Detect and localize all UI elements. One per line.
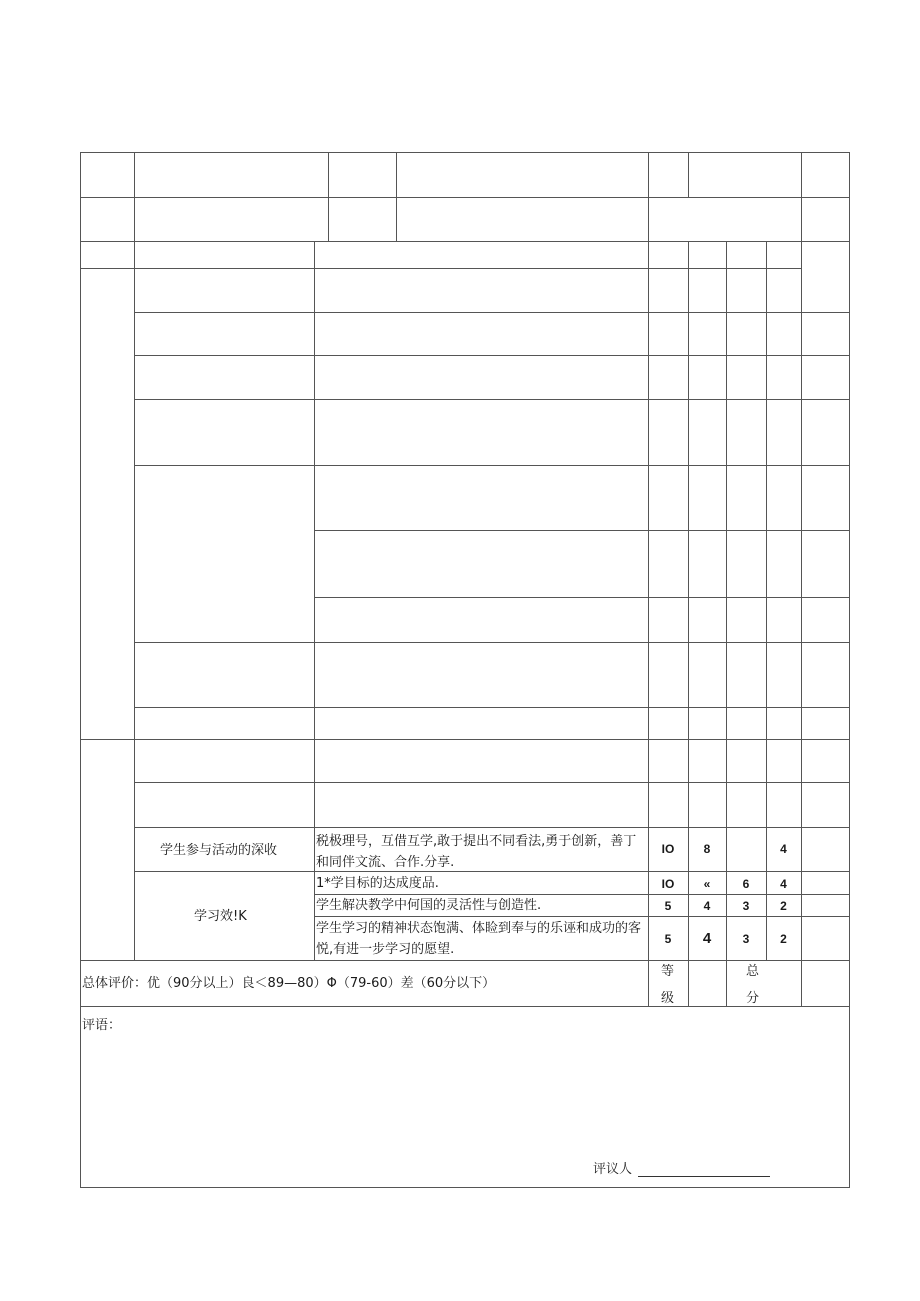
score-cell: 4 [703,899,711,913]
score-cell: 3 [742,931,750,946]
grade-label-bottom: 级 [661,991,675,1006]
score-cell: IO [661,877,675,891]
score-cell: 5 [664,931,672,946]
learning-effect-label: 学习效!K [194,909,247,924]
score-cell: 2 [780,931,787,946]
score-cell: 6 [742,877,750,891]
score-cell: 4 [780,877,787,891]
comments-label: 评语： [82,1018,122,1033]
total-label-top: 总 [746,964,760,979]
learning-effect-criteria-3: 学生学习的精神状态饱满、体睑到奉与的乐诬和成功的客悦,有进一步学习的愿望. [316,921,642,957]
score-cell: 4 [702,930,712,947]
score-cell: 3 [742,899,750,913]
reviewer-label: 评议人 [593,1162,633,1177]
score-cell [726,827,766,871]
score-cell: 2 [780,899,787,913]
score-cell: « [703,877,711,891]
overall-evaluation: 总体评价：优（90分以上）良＜89—80）Φ（79-60）差（60分以下） [82,976,496,991]
score-cell: 4 [780,842,787,856]
total-label-bottom: 分 [746,991,760,1006]
score-cell: IO [661,842,675,856]
participation-depth-criteria: 税极理号，互借互学,敢于提出不同看法,勇于创新，善丁和同伴文流、合作.分享. [316,834,637,870]
score-cell: 5 [664,899,672,913]
learning-effect-criteria-2: 学生解决教学中何国的灵活性与创造性. [316,898,542,913]
learning-effect-criteria-1: 1*学目标的达成度品. [316,876,439,891]
participation-depth-label: 学生参与活动的深收 [160,843,278,858]
reviewer-signature-line [638,1176,770,1177]
score-cell: 8 [703,842,711,856]
grade-label-top: 等 [661,964,675,979]
